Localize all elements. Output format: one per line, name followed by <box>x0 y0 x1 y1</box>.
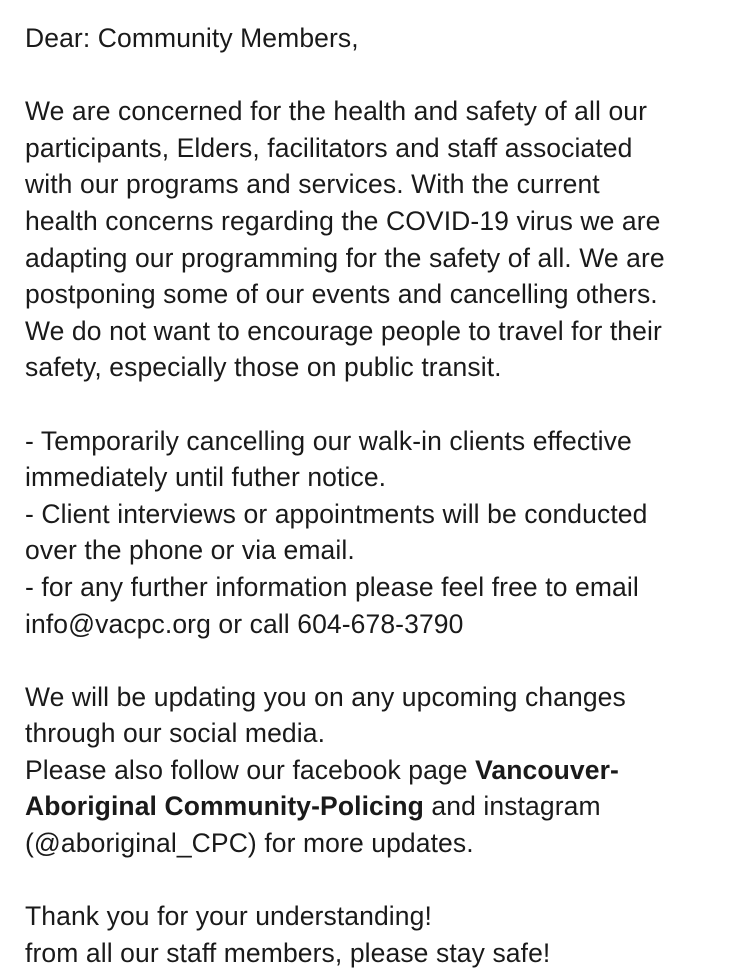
bullet-line-contact: info@vacpc.org or call 604-678-3790 <box>25 608 464 639</box>
bullet-line: immediately until futher notice. <box>25 462 387 493</box>
facebook-intro-text: Please also follow our facebook page <box>25 754 476 785</box>
text-line: health concerns regarding the COVID-19 virus we are <box>25 205 661 236</box>
bullet-line: - for any further information please feel free to email <box>25 571 639 602</box>
text-line: with our programs and services. With the current <box>25 169 600 200</box>
instagram-intro-text: and instagram <box>423 791 601 822</box>
bullet-line: - Temporarily cancelling our walk-in clients effective <box>25 425 632 456</box>
paragraph-gap <box>25 386 735 423</box>
text-line: safety, especially those on public transit. <box>25 352 502 383</box>
text-line: postponing some of our events and cancelling others. <box>25 279 658 310</box>
greeting: Dear: Community Members, <box>25 23 359 53</box>
facebook-page-name-part2: Aboriginal Community-Policing <box>25 791 424 822</box>
text-line: We are concerned for the health and safety of all our <box>25 96 648 127</box>
paragraph-gap <box>25 642 735 679</box>
paragraph-gap <box>25 862 735 899</box>
bullet-line: - Client interviews or appointments will be conducted <box>25 498 648 529</box>
text-line: adapting our programming for the safety of all. We are <box>25 242 665 273</box>
bullet-list <box>25 423 735 643</box>
paragraph-social-media <box>25 679 735 862</box>
bullet-line: over the phone or via email. <box>25 535 355 566</box>
instagram-handle-line: (@aboriginal_CPC) for more updates. <box>25 828 474 859</box>
text-line: through our social media. <box>25 718 326 749</box>
text-line-facebook <box>25 752 735 789</box>
closing-line: from all our staff members, please stay safe! <box>25 937 551 968</box>
text-line: We do not want to encourage people to travel for their <box>25 315 662 346</box>
closing <box>25 898 735 971</box>
paragraph-gap <box>25 57 735 94</box>
text-line: participants, Elders, facilitators and staff associated <box>25 132 633 163</box>
letter-body <box>25 20 735 971</box>
closing-line: Thank you for your understanding! <box>25 901 432 932</box>
paragraph-covid-concern <box>25 93 735 386</box>
text-line-facebook-cont <box>25 788 735 825</box>
text-line: We will be updating you on any upcoming changes <box>25 681 626 712</box>
facebook-page-name-part1: Vancouver- <box>475 754 619 785</box>
